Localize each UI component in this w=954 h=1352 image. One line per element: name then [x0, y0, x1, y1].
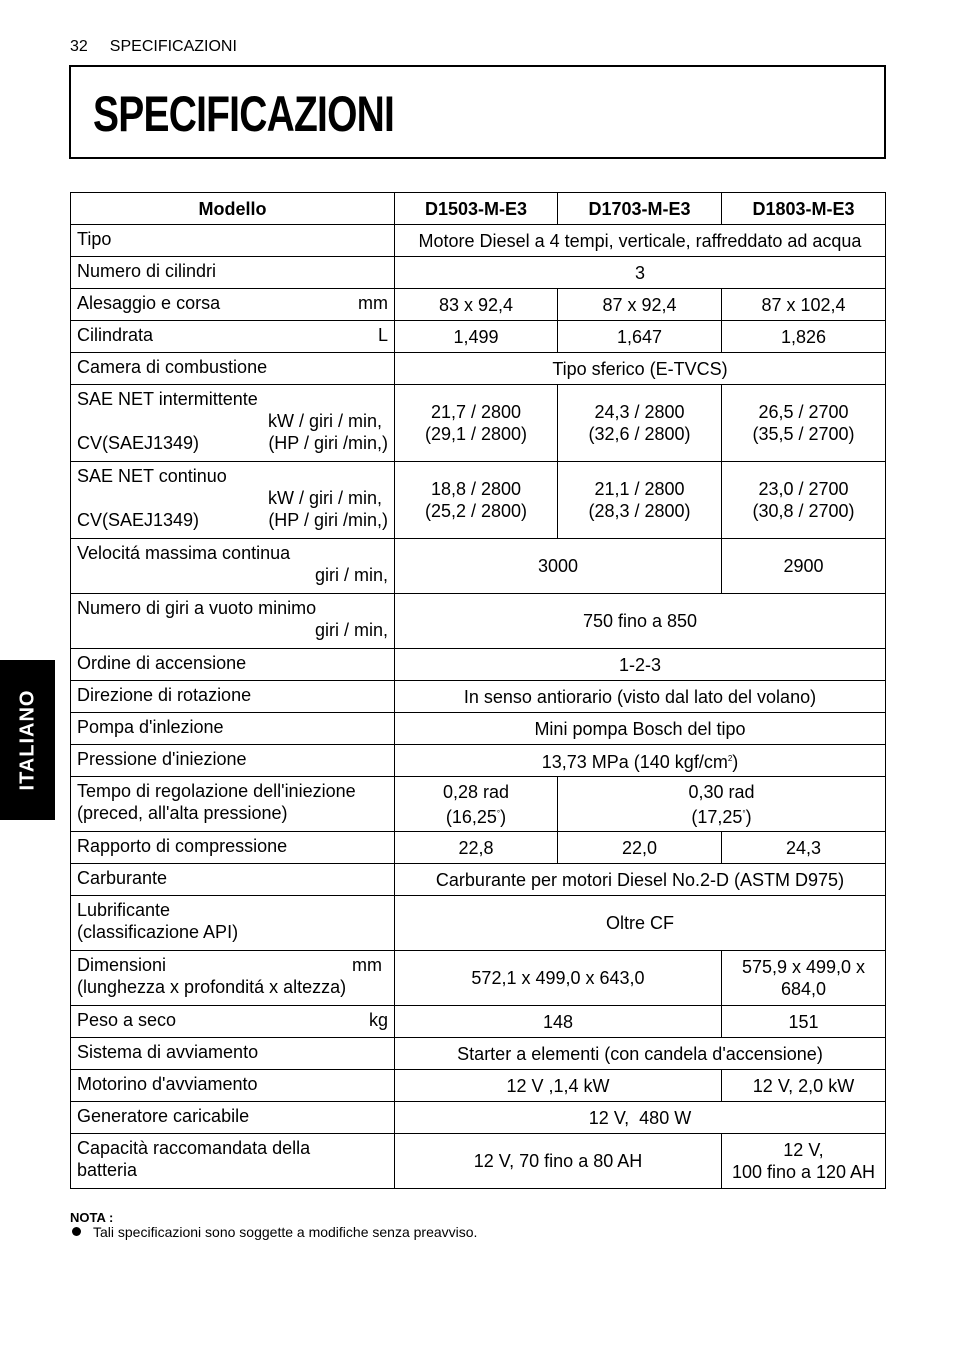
cell-value: 1-2-3 [395, 649, 886, 681]
row-label: Carburante [71, 864, 395, 896]
page-header [70, 38, 237, 56]
row-label: Numero di cilindri [71, 257, 395, 289]
table-row [71, 321, 886, 353]
row-label: Camera di combustione [71, 353, 395, 385]
cell-value: 0,28 rad (16,25°) [395, 777, 558, 832]
row-label: Capacità raccomandata della batteria [71, 1134, 395, 1189]
cell-value: 2900 [722, 539, 886, 594]
table-row [71, 896, 886, 951]
cell-value: Starter a elementi (con candela d'accensione) [395, 1038, 886, 1070]
row-label: Generatore caricabile [71, 1102, 395, 1134]
row-label: Numero di giri a vuoto minimo giri / min, [71, 594, 395, 649]
table-row [71, 1006, 886, 1038]
row-label: Pompa d'inlezione [71, 713, 395, 745]
header-d1803: D1803-M-E3 [722, 193, 886, 225]
cell-value: 83 x 92,4 [395, 289, 558, 321]
cell-value: 22,0 [558, 832, 722, 864]
unit: kg [368, 1010, 388, 1030]
table-row [71, 257, 886, 289]
cell-value: 24,3 [722, 832, 886, 864]
note-title: NOTA : [70, 1210, 114, 1225]
table-row [71, 777, 886, 832]
row-label: Cilindrata L [71, 321, 395, 353]
cell-value: 3 [395, 257, 886, 289]
cell-value: 21,1 / 2800 (28,3 / 2800) [558, 462, 722, 539]
cell-value: 0,30 rad (17,25°) [558, 777, 886, 832]
table-row [71, 1038, 886, 1070]
cell-value: 21,7 / 2800 (29,1 / 2800) [395, 385, 558, 462]
section-name: SPECIFICAZIONI [109, 38, 237, 55]
language-tab-label: ITALIANO [16, 689, 38, 791]
table-row [71, 594, 886, 649]
cell-value: 148 [395, 1006, 722, 1038]
cell-value: 18,8 / 2800 (25,2 / 2800) [395, 462, 558, 539]
table-row [71, 832, 886, 864]
cell-value: 575,9 x 499,0 x 684,0 [722, 951, 886, 1006]
table-row [71, 681, 886, 713]
row-label: Motorino d'avviamento [71, 1070, 395, 1102]
cell-value: In senso antiorario (visto dal lato del volano) [395, 681, 886, 713]
cell-value: 26,5 / 2700 (35,5 / 2700) [722, 385, 886, 462]
header-d1503: D1503-M-E3 [395, 193, 558, 225]
row-label: Sistema di avviamento [71, 1038, 395, 1070]
table-row [71, 649, 886, 681]
row-label: Tipo [71, 225, 395, 257]
table-row [71, 1070, 886, 1102]
row-label: Rapporto di compressione [71, 832, 395, 864]
cell-value: 87 x 102,4 [722, 289, 886, 321]
unit: L [377, 325, 388, 345]
row-label: Tempo di regolazione dell'iniezione (preced, all'alta pressione) [71, 777, 395, 832]
header-d1703: D1703-M-E3 [558, 193, 722, 225]
cell-value: 1,826 [722, 321, 886, 353]
unit: mm [358, 293, 388, 313]
spec-table [70, 192, 886, 1189]
cell-value: Tipo sferico (E-TVCS) [395, 353, 886, 385]
cell-value: 12 V, 100 fino a 120 AH [722, 1134, 886, 1189]
cell-value: 13,73 MPa (140 kgf/$cm^2$) [395, 745, 886, 777]
table-header-row [71, 193, 886, 225]
table-row [71, 864, 886, 896]
cell-value: Oltre CF [395, 896, 886, 951]
row-label: Pressione d'iniezione [71, 745, 395, 777]
title-box [69, 65, 886, 159]
table-row [71, 1102, 886, 1134]
cell-value: Motore Diesel a 4 tempi, verticale, raffreddato ad acqua [395, 225, 886, 257]
cell-value: 12 V, 70 fino a 80 AH [395, 1134, 722, 1189]
row-label: SAE NET continuo kW / giri / min, CV(SAEJ1349) (HP / giri /min,) [71, 462, 395, 539]
row-label: Peso a seco kg [71, 1006, 395, 1038]
table-row [71, 539, 886, 594]
row-label: Direzione di rotazione [71, 681, 395, 713]
cell-value: 151 [722, 1006, 886, 1038]
page-number: 32 [70, 38, 88, 55]
language-tab [0, 660, 55, 820]
table-row [71, 353, 886, 385]
cell-value: 1,647 [558, 321, 722, 353]
table-row [71, 951, 886, 1006]
table-row [71, 225, 886, 257]
row-label: Velocitá massima continua giri / min, [71, 539, 395, 594]
note-item [72, 1224, 477, 1240]
row-label: SAE NET intermittente kW / giri / min, CV(SAEJ1349) (HP / giri /min,) [71, 385, 395, 462]
table-row [71, 745, 886, 777]
table-row [71, 713, 886, 745]
page-title: SPECIFICAZIONI [93, 86, 395, 142]
cell-value: 572,1 x 499,0 x 643,0 [395, 951, 722, 1006]
cell-value: Carburante per motori Diesel No.2-D (ASTM D975) [395, 864, 886, 896]
cell-value: 12 V, 480 W [395, 1102, 886, 1134]
row-label: Alesaggio e corsa mm [71, 289, 395, 321]
cell-value: 87 x 92,4 [558, 289, 722, 321]
cell-value: Mini pompa Bosch del tipo [395, 713, 886, 745]
table-row [71, 1134, 886, 1189]
cell-value: 12 V, 2,0 kW [722, 1070, 886, 1102]
note-text: Tali specificazioni sono soggette a modifiche senza preavviso. [93, 1224, 478, 1240]
table-row [71, 289, 886, 321]
table-row [71, 462, 886, 539]
cell-value: 24,3 / 2800 (32,6 / 2800) [558, 385, 722, 462]
cell-value: 12 V ,1,4 kW [395, 1070, 722, 1102]
cell-value: 23,0 / 2700 (30,8 / 2700) [722, 462, 886, 539]
row-label: Ordine di accensione [71, 649, 395, 681]
cell-value: 750 fino a 850 [395, 594, 886, 649]
table-row [71, 385, 886, 462]
cell-value: 3000 [395, 539, 722, 594]
cell-value: 22,8 [395, 832, 558, 864]
bullet-icon [72, 1227, 81, 1236]
row-label: Lubrificante (classificazione API) [71, 896, 395, 951]
cell-value: 1,499 [395, 321, 558, 353]
header-model: Modello [71, 193, 395, 225]
row-label: Dimensioni mm (lunghezza x profonditá x altezza) [71, 951, 395, 1006]
